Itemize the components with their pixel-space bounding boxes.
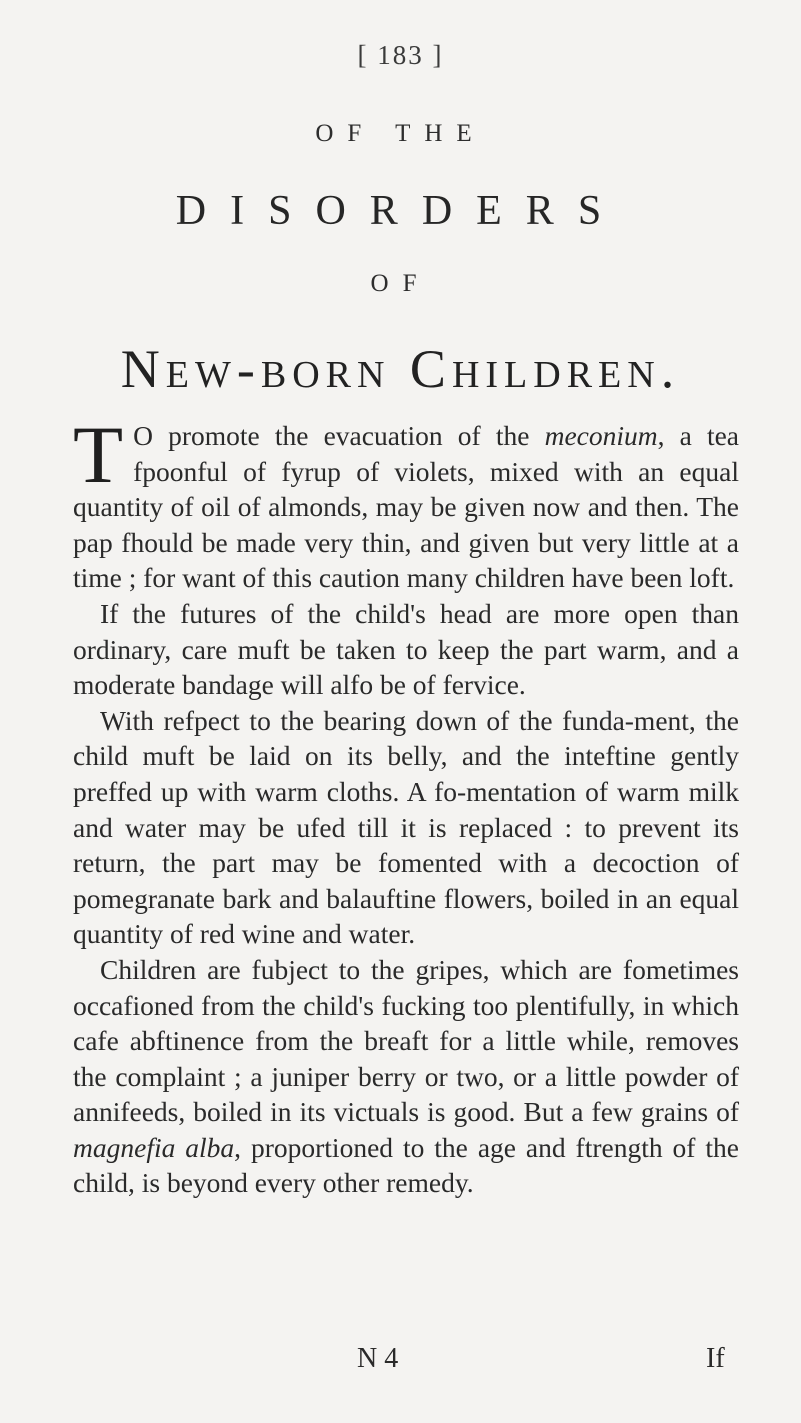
paragraph-4-text-end: , proportioned to the age and ftrength of the child, is beyond every other remedy. — [73, 1131, 739, 1199]
signature-mark: N 4 — [357, 1343, 399, 1374]
page-number: [ 183 ] — [357, 40, 444, 70]
term-magnesia-alba: magnefia alba — [73, 1131, 235, 1163]
heading-disorders: DISORDERS — [175, 188, 626, 234]
paragraph-1-text-end: , a tea fpoonful of fyrup of violets, mixed with an equal quantity of oil of almonds, may be given now and then. The pap fhould be made very thin, and given but very little at a time ; for want of this caution many children have been loft. — [73, 420, 739, 594]
heading-of-the: OF THE — [315, 120, 486, 147]
heading-new-born-children: New-born Children. — [120, 339, 681, 399]
term-meconium: meconium — [544, 420, 658, 451]
catchword: If — [706, 1343, 725, 1374]
paragraph-3: With refpect to the bearing down of the funda-ment, the child muft be laid on its belly, and the inteftine gently preffed up with warm cloths. A fo-mentation of warm milk and water may be ufed till it is replaced : to prevent its return, the part may be fomented with a decoction of pomegranate bark and balauftine flowers, boiled in an equal quantity of red wine and water. — [73, 704, 739, 950]
paragraph-4 — [73, 952, 739, 1201]
paragraph-1 — [73, 409, 739, 596]
paragraph-2: If the futures of the child's head are more open than ordinary, care muft be taken to keep the part warm, and a moderate bandage will alfo be of fervice. — [73, 597, 739, 701]
chapter-body — [73, 409, 739, 1201]
paragraph-1-text-start: O promote the evacuation of the — [133, 420, 545, 451]
heading-of: OF — [370, 270, 431, 297]
page-footer — [0, 1343, 801, 1379]
drop-cap: T — [73, 409, 124, 500]
paragraph-4-text-start: Children are fubject to the gripes, which are fometimes occafioned from the child's fucking too plentifully, in which cafe abftinence from the breaft for a little while, removes the complaint ; a juniper berry or two, or a little powder of annifeeds, boiled in its victuals is good. But a few grains of — [73, 953, 739, 1128]
